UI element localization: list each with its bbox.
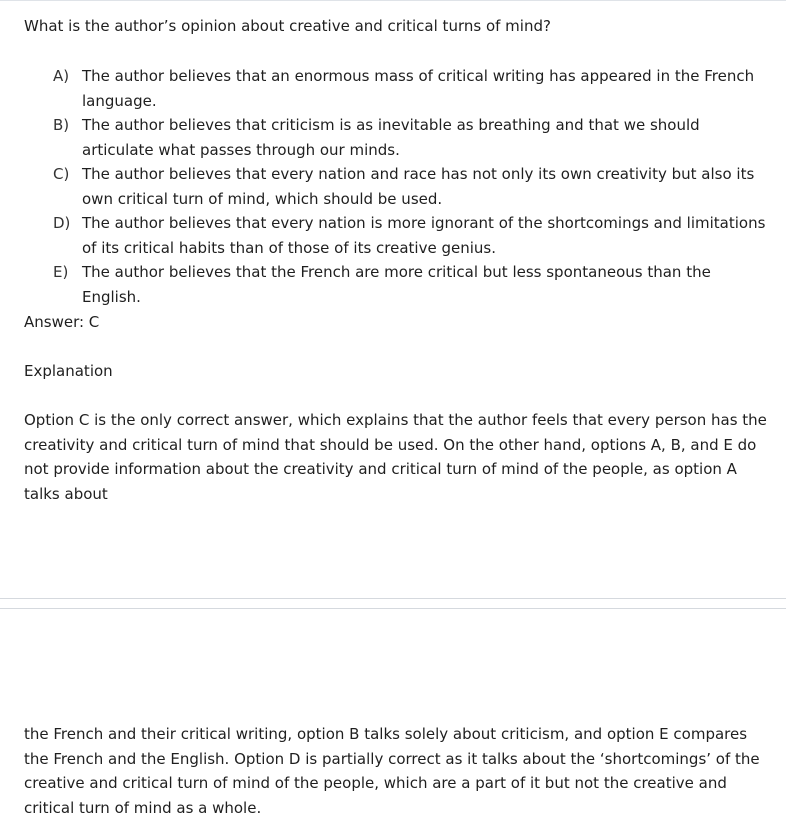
option-text: The author believes that the French are more critical but less spontaneous than the English. (82, 263, 711, 306)
option-letter: C) (53, 165, 70, 183)
option-text: The author believes that criticism is as inevitable as breathing and that we should articulate what passes through our minds. (82, 116, 700, 159)
explanation-paragraph-part-2: the French and their critical writing, option B talks solely about criticism, and option E compares the French and the English. Option D is partially correct as it talks about the ‘shortcomings’ of the creative and critical turn of mind of the people, which are a part of it but not the creative and critical turn of mind as a whole. (24, 725, 760, 817)
top-divider (0, 0, 786, 1)
option-text: The author believes that every nation is more ignorant of the shortcomings and limitations of its critical habits than of those of its creative genius. (82, 214, 766, 257)
option-letter: E) (53, 263, 69, 281)
explanation-heading: Explanation (24, 362, 113, 380)
answer-options-list (53, 64, 773, 309)
option-b (53, 113, 773, 162)
answer-text: Answer: C (24, 313, 100, 331)
option-d (53, 211, 773, 260)
explanation-paragraph-part-1: Option C is the only correct answer, which explains that the author feels that every person has the creativity and critical turn of mind that should be used. On the other hand, options A, B, and E do not provide information about the creativity and critical turn of mind of the people, as option A talks about (24, 411, 767, 503)
option-e (53, 260, 773, 309)
option-a (53, 64, 773, 113)
option-text: The author believes that an enormous mass of critical writing has appeared in the French language. (82, 67, 755, 110)
option-letter: D) (53, 214, 71, 232)
question-text: What is the author’s opinion about creative and critical turns of mind? (24, 17, 551, 35)
option-letter: A) (53, 67, 70, 85)
option-letter: B) (53, 116, 70, 134)
option-c (53, 162, 773, 211)
option-text: The author believes that every nation and race has not only its own creativity but also its own critical turn of mind, which should be used. (82, 165, 755, 208)
page-break-divider (0, 598, 786, 609)
